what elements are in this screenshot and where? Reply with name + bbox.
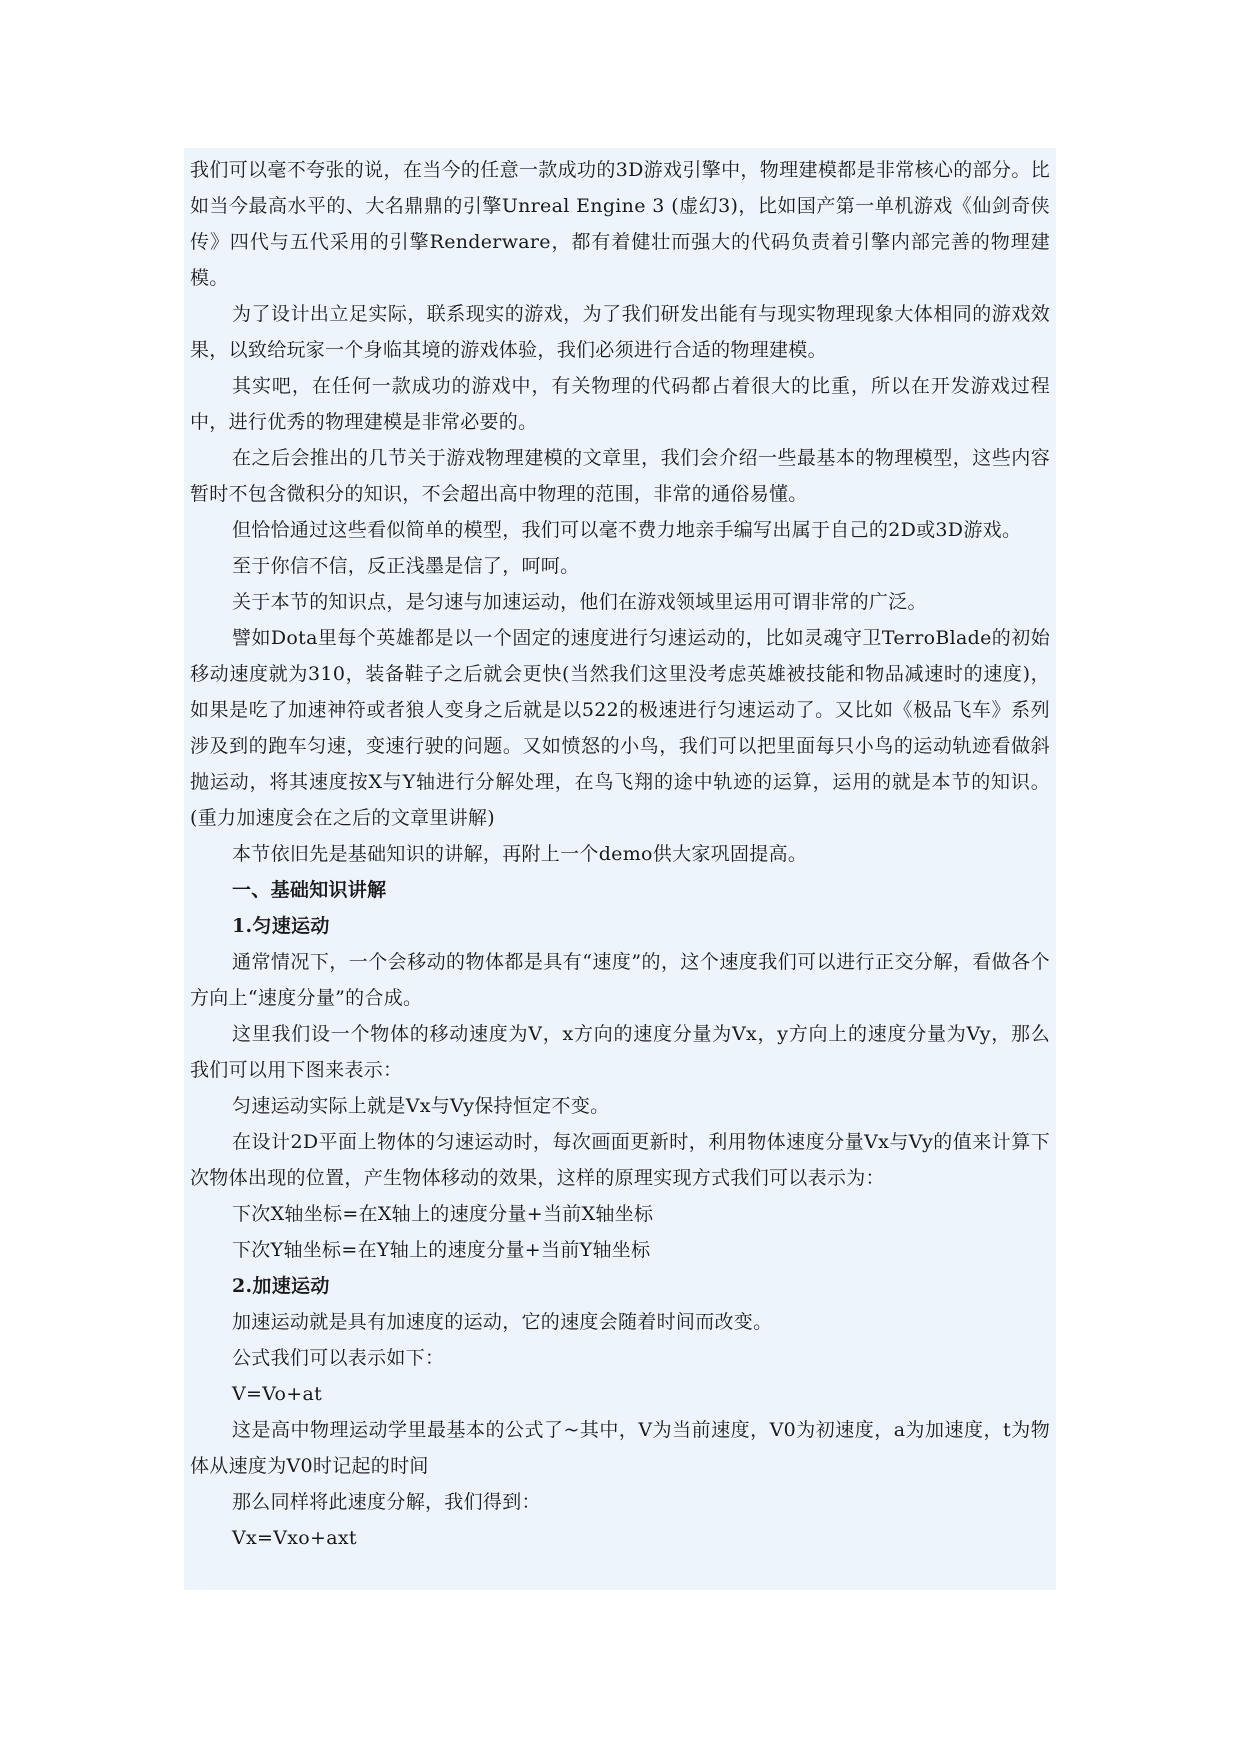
paragraph: V=Vo+at <box>232 1383 323 1405</box>
section-heading: 1.匀速运动 <box>232 915 330 937</box>
paragraph: 公式我们可以表示如下： <box>232 1347 445 1369</box>
paragraph: 那么同样将此速度分解，我们得到： <box>232 1491 541 1513</box>
paragraph: 通常情况下，一个会移动的物体都是具有“速度”的，这个速度我们可以进行正交分解，看做各个方向上“速度分量”的合成。 <box>190 951 1050 1009</box>
paragraph: 在设计2D平面上物体的匀速运动时，每次画面更新时，利用物体速度分量Vx与Vy的值来计算下次物体出现的位置，产生物体移动的效果，这样的原理实现方式我们可以表示为： <box>190 1131 1050 1189</box>
paragraph: 为了设计出立足实际，联系现实的游戏，为了我们研发出能有与现实物理现象大体相同的游戏效果，以致给玩家一个身临其境的游戏体验，我们必须进行合适的物理建模。 <box>190 303 1050 361</box>
paragraph: 本节依旧先是基础知识的讲解，再附上一个demo供大家巩固提高。 <box>232 843 808 865</box>
paragraph: 这是高中物理运动学里最基本的公式了~其中，V为当前速度，V0为初速度，a为加速度，t为物体从速度为V0时记起的时间 <box>190 1419 1050 1477</box>
paragraph: 加速运动就是具有加速度的运动，它的速度会随着时间而改变。 <box>232 1311 773 1333</box>
article-body <box>184 148 1056 1590</box>
paragraph: 下次Y轴坐标=在Y轴上的速度分量+当前Y轴坐标 <box>232 1239 651 1261</box>
section-heading: 2.加速运动 <box>232 1275 330 1297</box>
paragraph: 其实吧，在任何一款成功的游戏中，有关物理的代码都占着很大的比重，所以在开发游戏过程中，进行优秀的物理建模是非常必要的。 <box>190 375 1050 433</box>
paragraph: 譬如Dota里每个英雄都是以一个固定的速度进行匀速运动的，比如灵魂守卫TerroBlade的初始移动速度就为310，装备鞋子之后就会更快(当然我们这里没考虑英雄被技能和物品减速时的速度)，如果是吃了加速神符或者狼人变身之后就是以522的极速进行匀速运动了。又比如《极品飞车》系列涉及到的跑车匀速，变速行驶的问题。又如愤怒的小鸟，我们可以把里面每只小鸟的运动轨迹看做斜抛运动，将其速度按X与Y轴进行分解处理，在鸟飞翔的途中轨迹的运算，运用的就是本节的知识。(重力加速度会在之后的文章里讲解) <box>190 627 1050 829</box>
section-heading: 一、基础知识讲解 <box>232 879 387 901</box>
paragraph: 关于本节的知识点，是匀速与加速运动，他们在游戏领域里运用可谓非常的广泛。 <box>232 591 927 613</box>
paragraph: 但恰恰通过这些看似简单的模型，我们可以毫不费力地亲手编写出属于自己的2D或3D游戏。 <box>232 519 1022 541</box>
paragraph: 这里我们设一个物体的移动速度为V，x方向的速度分量为Vx，y方向上的速度分量为Vy，那么我们可以用下图来表示： <box>190 1023 1050 1081</box>
paragraph: 下次X轴坐标=在X轴上的速度分量+当前X轴坐标 <box>232 1203 654 1225</box>
paragraph: 匀速运动实际上就是Vx与Vy保持恒定不变。 <box>232 1095 610 1117</box>
paragraph: Vx=Vxo+axt <box>232 1527 357 1549</box>
paragraph: 至于你信不信，反正浅墨是信了，呵呵。 <box>232 555 580 577</box>
paragraph: 我们可以毫不夸张的说，在当今的任意一款成功的3D游戏引擎中，物理建模都是非常核心的部分。比如当今最高水平的、大名鼎鼎的引擎Unreal Engine 3 (虚幻3)，比如国产第一单机游戏《仙剑奇侠传》四代与五代采用的引擎Renderware，都有着健壮而强大的代码负责着引擎内部完善的物理建模。 <box>190 159 1050 289</box>
paragraph: 在之后会推出的几节关于游戏物理建模的文章里，我们会介绍一些最基本的物理模型，这些内容暂时不包含微积分的知识，不会超出高中物理的范围，非常的通俗易懂。 <box>190 447 1050 505</box>
